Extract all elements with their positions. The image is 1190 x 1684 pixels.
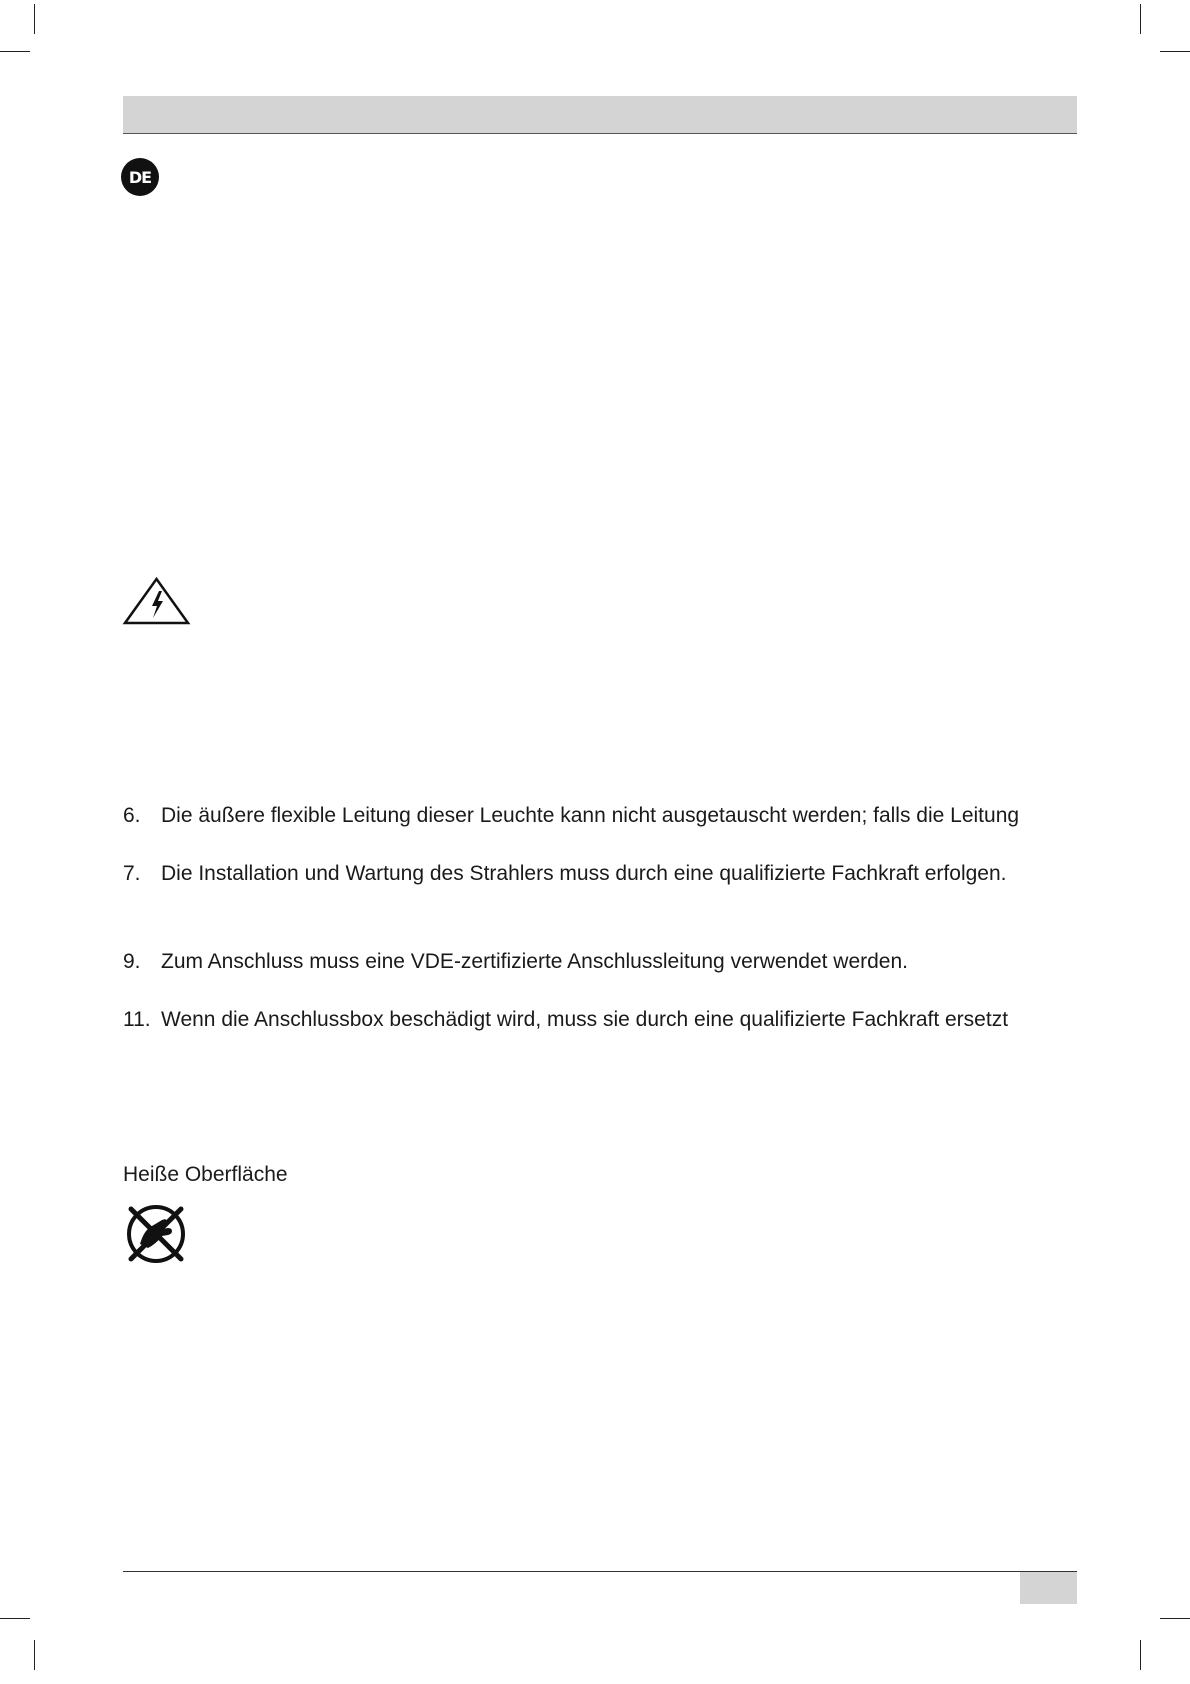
language-badge: DE [121,158,159,196]
footer-rule [123,1571,1077,1572]
list-item [123,949,908,975]
crop-mark [1140,1640,1141,1670]
do-not-touch-hot-surface-icon [122,1200,190,1268]
list-item [123,861,1006,887]
electric-shock-warning-icon [122,576,191,626]
item-number: 7. [123,862,141,885]
item-text: Die Installation und Wartung des Strahlers muss durch eine qualifizierte Fachkraft erfolgen. [161,862,1007,885]
item-number: 11. [123,1008,151,1031]
crop-mark [34,1640,35,1670]
crop-mark [1160,51,1190,52]
item-number: 6. [123,804,141,827]
item-number: 9. [123,950,141,973]
crop-mark [0,1618,30,1619]
crop-mark [34,4,35,34]
item-text: Zum Anschluss muss eine VDE-zertifizierte Anschlussleitung verwendet werden. [161,950,908,973]
list-item [123,803,1019,829]
crop-mark [1140,4,1141,34]
header-band [123,96,1077,134]
crop-mark [0,51,30,52]
item-text: Wenn die Anschlussbox beschädigt wird, muss sie durch eine qualifizierte Fachkraft ersetzt [161,1008,1009,1031]
hot-surface-title: Heiße Oberfläche [123,1163,288,1186]
item-text: Die äußere flexible Leitung dieser Leuchte kann nicht ausgetauscht werden; falls die Leitung [161,804,1020,827]
list-item [123,1007,1008,1033]
crop-mark [1160,1618,1190,1619]
page-number-tab [1020,1572,1077,1604]
